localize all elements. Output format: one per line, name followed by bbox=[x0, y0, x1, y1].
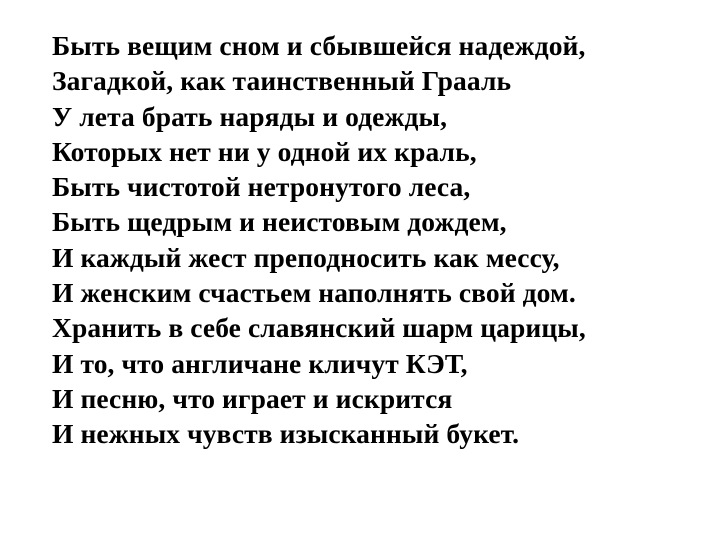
poem-line: И песню, что играет и искрится bbox=[52, 382, 453, 414]
poem-line: Быть вещим сном и сбывшейся надеждой, bbox=[52, 30, 586, 61]
poem-line: И каждый жест преподносить как мессу, bbox=[52, 241, 560, 273]
poem-line: И то, что англичане кличут КЭТ, bbox=[52, 347, 468, 379]
poem-line: Хранить в себе славянский шарм царицы, bbox=[52, 312, 586, 344]
poem-line: Загадкой, как таинственный Грааль bbox=[52, 65, 512, 97]
poem-line: И нежных чувств изысканный букет. bbox=[52, 418, 520, 450]
poem-line: Быть щедрым и неистовым дождем, bbox=[52, 206, 507, 238]
poem-line: И женским счастьем наполнять свой дом. bbox=[52, 277, 576, 309]
poem-line: Быть чистотой нетронутого леса, bbox=[52, 171, 471, 203]
poem-line: Которых нет ни у одной их краль, bbox=[52, 135, 477, 167]
poem-line: У лета брать наряды и одежды, bbox=[52, 100, 448, 132]
